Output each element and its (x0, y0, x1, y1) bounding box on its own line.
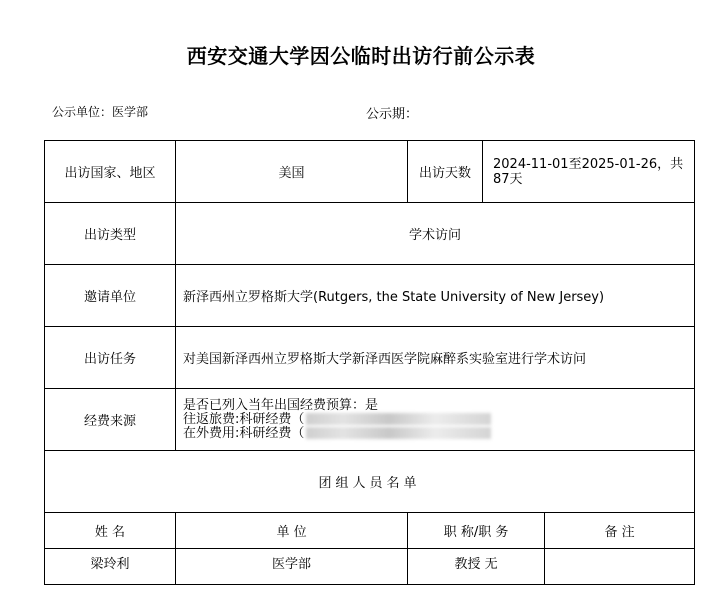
funding-value (176, 389, 695, 451)
publicity-period: 公示期： (366, 107, 419, 122)
member-unit: 医学部 (176, 549, 408, 585)
col-header-name: 姓 名 (45, 513, 176, 549)
task-label: 出访任务 (45, 327, 176, 389)
inviter-label: 邀请单位 (45, 265, 176, 327)
group-heading-text: 团组人员名单 (318, 476, 421, 491)
redacted-text (306, 427, 491, 439)
funding-label: 经费来源 (45, 389, 176, 451)
task-value: 对美国新泽西州立罗格斯大学新泽西医学院麻醉系实验室进行学术访问 (176, 327, 695, 389)
redacted-text (306, 413, 491, 425)
table-row (45, 549, 695, 585)
type-label: 出访类型 (45, 203, 176, 265)
publishing-unit: 公示单位：医学部 (52, 105, 149, 119)
col-header-unit: 单 位 (176, 513, 408, 549)
funding-abroad-text: 在外费用:科研经费（ (183, 425, 305, 441)
days-label: 出访天数 (408, 141, 483, 203)
member-name: 梁玲利 (45, 549, 176, 585)
col-header-note: 备 注 (545, 513, 695, 549)
page-title: 西安交通大学因公临时出访行前公示表 (186, 44, 536, 68)
funding-travel-text: 往返旅费:科研经费（ (183, 411, 305, 427)
funding-budget-line: 是否已列入当年出国经费预算：是 (183, 397, 379, 413)
inviter-value: 新泽西州立罗格斯大学(Rutgers, the State University of New Jersey) (176, 265, 695, 327)
col-header-title: 职 称/职 务 (408, 513, 545, 549)
funding-abroad-line (183, 427, 694, 441)
disclosure-form (44, 140, 695, 585)
country-label: 出访国家、地区 (45, 141, 176, 203)
member-note (545, 549, 695, 585)
country-value: 美国 (176, 141, 408, 203)
group-heading (45, 451, 695, 513)
days-value: 2024-11-01至2025-01-26，共87天 (483, 141, 695, 203)
type-value: 学术访问 (176, 203, 695, 265)
funding-travel-line (183, 413, 694, 427)
member-title: 教授 无 (408, 549, 545, 585)
